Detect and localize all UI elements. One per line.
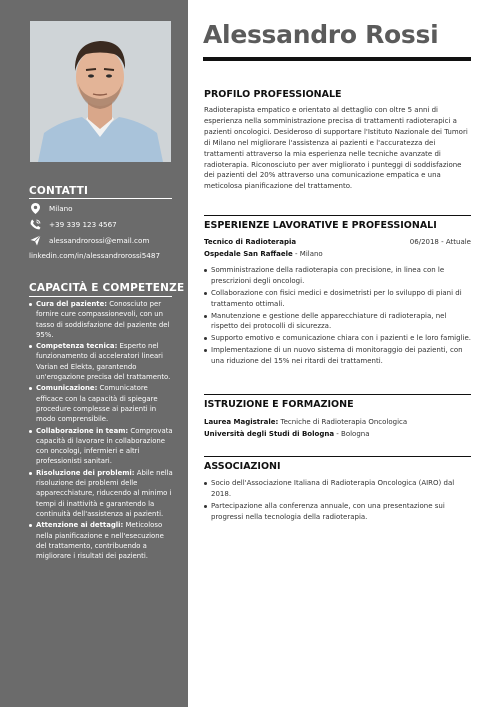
degree-text: Tecniche di Radioterapia Oncologica <box>278 418 408 426</box>
education-school <box>204 430 370 438</box>
skill-text: Comunicatore efficace con la capacità di spiegare procedure complesse ai pazienti in modo comprensibile. <box>36 384 158 424</box>
job-location: - Milano <box>292 250 323 258</box>
skill-text: Abile nella risoluzione dei problemi delle apparecchiature, riducendo al minimo i tempi di inattività e garantendo la continuità dell'assistenza ai pazienti. <box>36 468 173 518</box>
degree-label: Laurea Magistrale: <box>204 418 279 426</box>
map-pin-icon <box>29 202 41 214</box>
name-underline-bar <box>203 57 471 61</box>
skill-label: Competenza tecnica: <box>36 342 118 351</box>
skill-item <box>29 341 175 382</box>
skill-item <box>29 426 175 467</box>
skill-item <box>29 520 175 561</box>
contacts-divider <box>29 198 172 199</box>
sidebar <box>0 0 188 707</box>
skill-text: Conosciuto per fornire cure compassionevoli, con un tasso di soddisfazione del paziente del 95%. <box>36 300 170 339</box>
skills-list <box>29 299 175 562</box>
job-dates: 06/2018 - Attuale <box>409 238 471 246</box>
school-name: Università degli Studi di Bologna <box>204 430 335 438</box>
linkedin-link[interactable]: linkedin.com/in/alessandrorossi5487 <box>29 251 161 260</box>
skill-label: Cura del paziente: <box>36 300 108 308</box>
contacts-title: CONTATTI <box>29 185 89 197</box>
skill-label: Collaborazione in team: <box>36 426 129 435</box>
job-company <box>204 250 323 258</box>
list-item: Socio dell'Associazione Italiana di Radioterapia Oncologica (AIRO) dal 2018. <box>204 478 472 500</box>
list-item: Partecipazione alla conferenza annuale, con una presentazione sui progressi nella tecnologia della radioterapia. <box>204 501 472 523</box>
list-item: Collaborazione con fisici medici e dosimetristi per lo sviluppo di piani di trattamento ottimali. <box>204 288 472 310</box>
profile-photo <box>30 21 171 162</box>
experience-title: ESPERIENZE LAVORATIVE E PROFESSIONALI <box>204 220 437 231</box>
skills-title: CAPACITÀ E COMPETENZE <box>29 282 185 294</box>
contact-phone[interactable] <box>29 218 117 230</box>
skills-divider <box>29 296 172 297</box>
list-item: Implementazione di un nuovo sistema di monitoraggio dei pazienti, con una riduzione del 15% nei ritardi dei trattamenti. <box>204 345 472 367</box>
associations-title: ASSOCIAZIONI <box>204 461 281 472</box>
school-city: - Bologna <box>334 430 370 438</box>
job-company-name: Ospedale San Raffaele <box>204 250 293 258</box>
associations-divider <box>204 456 471 457</box>
list-item: Somministrazione della radioterapia con precisione, in linea con le prescrizioni degli oncologi. <box>204 265 472 287</box>
education-degree <box>204 418 407 426</box>
contact-city-text: Milano <box>49 203 73 213</box>
education-title: ISTRUZIONE E FORMAZIONE <box>204 399 354 410</box>
candidate-name: Alessandro Rossi <box>203 20 439 49</box>
experience-divider <box>204 215 471 216</box>
phone-icon <box>29 218 41 230</box>
job-role: Tecnico di Radioterapia <box>204 238 297 246</box>
skill-label: Risoluzione dei problemi: <box>36 468 135 477</box>
list-item: Supporto emotivo e comunicazione chiara con i pazienti e le loro famiglie. <box>204 333 472 344</box>
skill-label: Comunicazione: <box>36 384 98 393</box>
skill-item <box>29 299 175 340</box>
skill-text: Esperto nel funzionamento di acceleratori lineari Varian ed Elekta, garantendo un'erogazione precisa del trattamento. <box>36 342 171 382</box>
job-header <box>204 238 471 246</box>
profile-text: Radioterapista empatico e orientato al dettaglio con oltre 5 anni di esperienza nella somministrazione precisa di trattamenti radioterapici a pazienti oncologici. Desideroso di supportare l'Istituto Nazionale dei Tumori di Milano nel migliorare l'assistenza ai pazienti e l'accuratezza dei trattamenti attraverso la mia esperienza nelle tecniche avanzate di radioterapia. Riconosciuto per aver migliorato i punteggi di soddisfazione dei pazienti del 20% attraverso una comunicazione empatica e una meticolosa pianificazione del trattamento. <box>204 106 468 191</box>
contact-email-text: alessandrorossi@email.com <box>49 235 150 245</box>
skill-text: Comprovata capacità di lavorare in collaborazione con oncologi, infermieri e altri professionisti sanitari. <box>36 426 173 466</box>
contact-email[interactable] <box>29 234 149 246</box>
associations-list <box>204 478 472 524</box>
contact-phone-text: +39 339 123 4567 <box>49 219 117 229</box>
send-icon <box>29 234 41 246</box>
job-bullets <box>204 265 472 368</box>
skill-item <box>29 383 175 424</box>
skill-text: Meticoloso nella pianificazione e nell'esecuzione del trattamento, contribuendo a migliorare i risultati dei pazienti. <box>36 521 164 561</box>
profile-title: PROFILO PROFESSIONALE <box>204 89 342 100</box>
contact-city <box>29 202 73 214</box>
education-divider <box>204 394 471 395</box>
skill-label: Attenzione ai dettagli: <box>36 521 124 530</box>
skill-item <box>29 468 175 519</box>
list-item: Manutenzione e gestione delle apparecchiature di radioterapia, nel rispetto dei protocolli di sicurezza. <box>204 311 472 333</box>
